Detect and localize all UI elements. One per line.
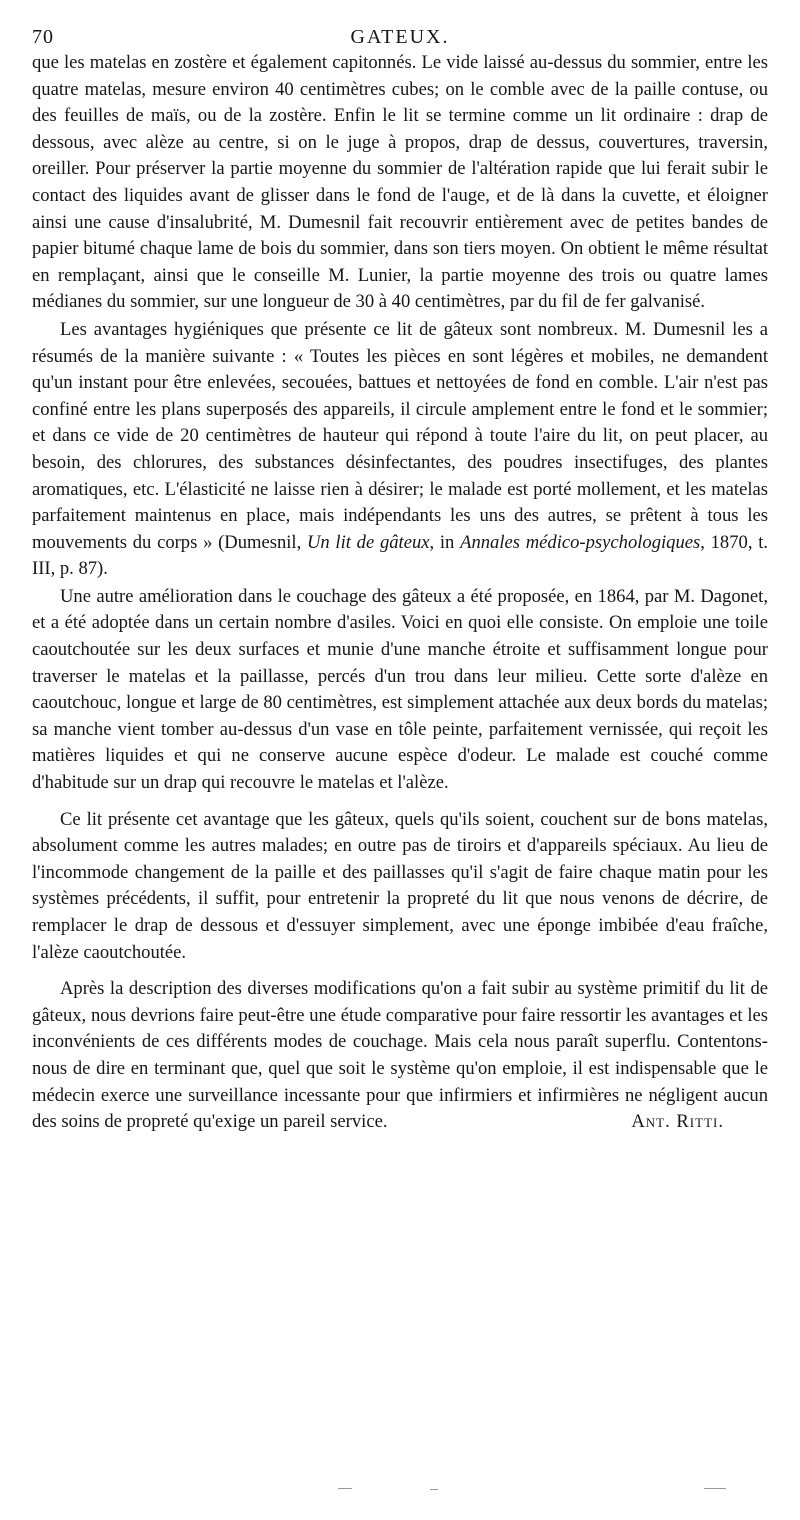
paragraph-4: Ce lit présente cet avantage que les gâteux, quels qu'ils soient, couchent sur de bons matelas, absolument comme les autres malades; en outre pas de tiroirs et d'appareils spéciaux. Au lieu de l'incommode changement de la paille et des paillasses qu'il s'agit de faire chaque matin pour les systèmes précédents, il suffit, pour entretenir la propreté du lit que nous venons de décrire, de remplacer le drap de dessous et d'essuyer simplement, avec une éponge imbibée d'eau fraîche, l'alèze caoutchoutée. (32, 808, 768, 963)
document-page (32, 22, 768, 1136)
paragraph-2-connector: , in (429, 531, 461, 553)
paragraph-5-text: Après la description des diverses modifications qu'on a fait subir au système primitif du lit de gâteux, nous devrions faire peut-être une étude comparative pour faire ressortir les avantages et les inconvénients de ces différents modes de couchage. Mais cela nous paraît superflu. Contentons-nous de dire en terminant que, quel que soit le système qu'on emploie, il est indispensable que le médecin exerce une surveillance incessante pour que infirmiers et infirmières ne négligent aucun des soins de propreté qu'exige un pareil service. (32, 978, 768, 1133)
scan-speck (430, 1489, 438, 1490)
running-header (32, 22, 768, 50)
work-title: Un lit de gâteux (306, 531, 430, 553)
journal-title: Annales médico-psychologiques (460, 531, 701, 553)
author-signature: Ant. Ritti. (631, 1111, 724, 1133)
page-number: 70 (32, 26, 54, 48)
paragraph-3: Une autre amélioration dans le couchage des gâteux a été proposée, en 1864, par M. Dagonet, et a été adoptée dans un certain nombre d'asiles. Voici en quoi elle consiste. On emploie une toile caoutchoutée sur les deux surfaces et munie d'une manche étroite et suffisamment longue pour traverser le matelas et la paillasse, percés d'un trou dans leur milieu. Cette sorte d'alèze en caoutchouc, longue et large de 80 centimètres, est simplement attachée aux deux bords du matelas; sa manche vient tomber au-dessus d'un vase en tôle peinte, parfaitement vernissée, qui reçoit les matières liquides et qui ne conserve aucune espèce d'odeur. Le malade est couché comme d'habitude sur un drap qui recouvre le matelas et l'alèze. (32, 585, 768, 794)
scan-speck (704, 1488, 726, 1489)
running-title: GATEUX. (350, 26, 450, 48)
scan-speck (338, 1488, 352, 1489)
paragraph-1: que les matelas en zostère et également capitonnés. Le vide laissé au-dessus du sommier, entre les quatre matelas, mesure environ 40 centimètres cubes; on le comble avec de la paille contuse, ou des feuilles de maïs, ou de la zostère. Enfin le lit se termine comme un lit ordinaire : drap de dessous, avec alèze au centre, si on le juge à propos, drap de dessus, couvertures, traversin, oreiller. Pour préserver la partie moyenne du sommier de l'altération rapide que lui ferait subir le contact des liquides avant de glisser dans le fond de l'auge, et de là dans la cuvette, et éloigner ainsi une cause d'insalubrité, M. Dumesnil fait recouvrir entièrement avec de petites bandes de papier bitumé chaque lame de bois du sommier, dans son tiers moyen. On obtient le même résultat en remplaçant, ainsi que le conseille M. Lunier, la partie moyenne des trois ou quatre lames médianes du sommier, sur une longueur de 30 à 40 centimètres, par du fil de fer galvanisé. (32, 52, 768, 313)
paragraph-5 (32, 976, 768, 1136)
paragraph-2 (32, 317, 768, 583)
paragraph-2-citation-end: , 1870, t. III, p. 87). (32, 531, 769, 580)
paragraph-2-text: Les avantages hygiéniques que présente ce lit de gâteux sont nombreux. M. Dumesnil les a résumés de la manière suivante : « Toutes les pièces en sont légères et mobiles, ne demandent qu'un instant pour être enlevées, secouées, battues et nettoyées de fond en comble. L'air n'est pas confiné entre les plans superposés des appareils, il circule amplement entre le fond et le sommier; et dans ce vide de 20 centimètres de hauteur qui répond à toute l'aire du lit, on peut placer, au besoin, des chlorures, des substances désinfectantes, des poudres insectifuges, des plantes aromatiques, etc. L'élasticité ne laisse rien à désirer; le malade est porté mollement, et les matelas parfaitement maintenus en place, mais indépendants les uns des autres, se prêtent à tous les mouvements du corps » (Dumesnil, (32, 318, 768, 553)
